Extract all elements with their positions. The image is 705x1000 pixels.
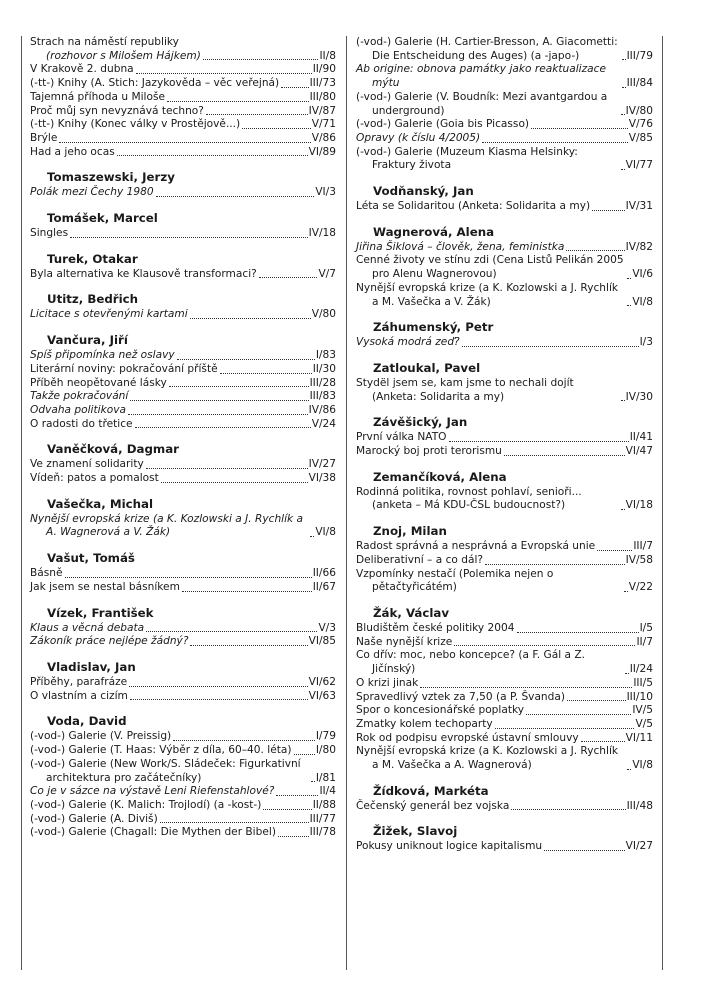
entry-title: Klaus a věcná debata bbox=[30, 621, 145, 634]
entry-page-ref: I/81 bbox=[315, 771, 336, 784]
index-entry bbox=[356, 254, 653, 281]
leader-dots bbox=[449, 441, 629, 442]
entry-title: Spor o koncesionářské poplatky bbox=[356, 704, 525, 717]
leader-dots bbox=[130, 699, 308, 700]
leader-dots bbox=[597, 550, 632, 551]
leader-dots bbox=[627, 769, 631, 770]
author-name: Vančura, Jiří bbox=[47, 333, 128, 348]
entry-title: Marocký boj proti terorismu bbox=[356, 445, 502, 458]
leader-dots bbox=[177, 359, 315, 360]
entry-title: Nynější evropská krize (a K. Kozlowski a J. Rychlík a M. Vašečka a A. Wagnerová) bbox=[356, 745, 619, 772]
leader-dots bbox=[190, 318, 311, 319]
entry-title: (-vod-) Galerie (A. Diviš) bbox=[30, 812, 158, 825]
entry-page-ref: VI/3 bbox=[315, 186, 336, 199]
index-entry bbox=[356, 377, 653, 404]
leader-dots bbox=[169, 386, 309, 387]
entry-page-ref: III/7 bbox=[633, 540, 653, 553]
entry-title: Rodinná politika, rovnost pohlaví, senioři... (anketa – Má KDU-ČSL budoucnost?) bbox=[356, 485, 582, 512]
entry-page-ref: II/24 bbox=[629, 663, 653, 676]
entry-page-ref: V/7 bbox=[318, 267, 336, 280]
entry-title: Pokusy uniknout logice kapitalismu bbox=[356, 840, 543, 853]
left-column-rule bbox=[21, 36, 22, 970]
entry-page-ref: VI/38 bbox=[308, 472, 336, 485]
index-entry bbox=[356, 718, 653, 732]
leader-dots bbox=[621, 509, 625, 510]
author-name: Vašut, Tomáš bbox=[47, 551, 135, 566]
entry-title: (-vod-) Galerie (H. Cartier-Bresson, A. Giacometti: Die Entscheidung des Auges) (a -japo-) bbox=[356, 36, 618, 62]
entry-title: Byla alternativa ke Klausově transformaci? bbox=[30, 267, 257, 280]
author-name: Žídková, Markéta bbox=[373, 783, 489, 798]
index-entry bbox=[30, 363, 336, 377]
entry-title: Bludištěm české politiky 2004 bbox=[356, 621, 515, 634]
index-entry bbox=[30, 676, 336, 690]
entry-page-ref: V/22 bbox=[628, 581, 653, 594]
leader-dots bbox=[482, 142, 628, 143]
entry-title: Nynější evropská krize (a K. Kozlowski a J. Rychlík a A. Wagnerová a V. Žák) bbox=[30, 512, 304, 539]
leader-dots bbox=[495, 728, 635, 729]
entry-page-ref: II/7 bbox=[636, 635, 653, 648]
index-entry bbox=[30, 308, 336, 322]
entry-title: (-vod-) Galerie (Muzeum Kiasma Helsinky: Fraktury života bbox=[356, 145, 578, 172]
author-name: Utitz, Bedřich bbox=[47, 292, 139, 307]
leader-dots bbox=[146, 468, 308, 469]
index-entry bbox=[30, 390, 336, 404]
leader-dots bbox=[130, 400, 308, 401]
entry-title: (-tt-) Knihy (Konec války v Prostějově...) bbox=[30, 118, 241, 131]
leader-dots bbox=[621, 114, 625, 115]
leader-dots bbox=[511, 809, 625, 810]
entry-page-ref: IV/58 bbox=[625, 553, 653, 566]
entry-title: (-vod-) Galerie (K. Malich: Trojlodí) (a -kost-) bbox=[30, 798, 262, 811]
index-entry bbox=[356, 486, 653, 513]
leader-dots bbox=[310, 536, 314, 537]
index-entry bbox=[356, 800, 653, 814]
leader-dots bbox=[420, 687, 632, 688]
index-entry bbox=[30, 36, 336, 50]
leader-dots bbox=[59, 142, 310, 143]
author-name: Tomášek, Marcel bbox=[47, 211, 158, 226]
author-name: Vaněčková, Dagmar bbox=[47, 442, 179, 457]
leader-dots bbox=[592, 210, 624, 211]
leader-dots bbox=[161, 482, 308, 483]
leader-dots bbox=[203, 59, 319, 60]
leader-dots bbox=[128, 414, 308, 415]
entry-title: Singles bbox=[30, 227, 69, 240]
author-name: Žák, Václav bbox=[373, 605, 450, 620]
entry-page-ref: V/71 bbox=[311, 118, 336, 131]
entry-title: Radost správná a nesprávná a Evropská unie bbox=[356, 540, 596, 553]
entry-title: Rok od podpisu evropské ústavní smlouvy bbox=[356, 731, 579, 744]
entry-title: Spíš připomínka než oslavy bbox=[30, 349, 175, 362]
entry-page-ref: III/28 bbox=[309, 376, 336, 389]
index-entry bbox=[356, 540, 653, 554]
right-column-rule bbox=[662, 36, 663, 970]
entry-title: Ve znamení solidarity bbox=[30, 458, 144, 471]
leader-dots bbox=[136, 73, 312, 74]
entry-page-ref: II/88 bbox=[312, 798, 336, 811]
leader-dots bbox=[117, 155, 308, 156]
entry-page-ref: VI/77 bbox=[625, 159, 653, 172]
left-index-column bbox=[30, 36, 336, 840]
entry-page-ref: II/90 bbox=[312, 63, 336, 76]
entry-page-ref: VI/8 bbox=[632, 759, 653, 772]
author-name: Vladislav, Jan bbox=[47, 659, 136, 674]
leader-dots bbox=[566, 250, 624, 251]
index-entry bbox=[356, 677, 653, 691]
entry-title: (-vod-) Galerie (Chagall: Die Mythen der Bibel) bbox=[30, 826, 276, 839]
author-name: Vodňanský, Jan bbox=[373, 184, 474, 199]
entry-page-ref: II/67 bbox=[312, 580, 336, 593]
index-entry bbox=[356, 336, 653, 350]
leader-dots bbox=[624, 591, 628, 592]
leader-dots bbox=[567, 700, 626, 701]
entry-title: První válka NATO bbox=[356, 431, 447, 444]
entry-title: Odvaha politikova bbox=[30, 403, 126, 416]
index-entry bbox=[356, 691, 653, 705]
index-entry bbox=[30, 404, 336, 418]
leader-dots bbox=[625, 673, 629, 674]
entry-page-ref: III/83 bbox=[309, 390, 336, 403]
entry-title: Stydël jsem se, kam jsme to nechali dojít (Anketa: Solidarita a my) bbox=[356, 376, 574, 403]
author-name: Vašečka, Michal bbox=[47, 496, 154, 511]
entry-page-ref: III/48 bbox=[626, 799, 653, 812]
index-entry bbox=[356, 118, 653, 132]
entry-page-ref: V/80 bbox=[311, 308, 336, 321]
leader-dots bbox=[504, 455, 625, 456]
index-entry bbox=[30, 118, 336, 132]
entry-title: V Krakově 2. dubna bbox=[30, 63, 134, 76]
leader-dots bbox=[278, 836, 309, 837]
entry-title: Básně bbox=[30, 567, 63, 580]
entry-title: Spravedlivý vztek za 7,50 (a P. Švanda) bbox=[356, 690, 565, 703]
entry-title: O krizi jinak bbox=[356, 676, 419, 689]
index-entry bbox=[356, 840, 653, 854]
entry-page-ref: VI/47 bbox=[625, 445, 653, 458]
leader-dots bbox=[242, 128, 311, 129]
index-entry bbox=[356, 636, 653, 650]
entry-page-ref: IV/82 bbox=[625, 240, 653, 253]
index-entry bbox=[356, 91, 653, 118]
index-entry bbox=[30, 813, 336, 827]
leader-dots bbox=[517, 632, 639, 633]
index-entry bbox=[356, 431, 653, 445]
leader-dots bbox=[160, 822, 309, 823]
entry-page-ref: VI/89 bbox=[308, 145, 336, 158]
leader-dots bbox=[220, 373, 312, 374]
leader-dots bbox=[65, 577, 312, 578]
index-entry bbox=[356, 146, 653, 173]
index-entry bbox=[356, 445, 653, 459]
entry-title: (-tt-) Knihy (A. Stich: Jazykověda – věc veřejná) bbox=[30, 77, 280, 90]
index-entry bbox=[30, 472, 336, 486]
index-entry bbox=[30, 132, 336, 146]
entry-page-ref: III/80 bbox=[309, 90, 336, 103]
entry-title: Zmatky kolem techoparty bbox=[356, 717, 493, 730]
index-entry bbox=[30, 690, 336, 704]
entry-title: Had a jeho ocas bbox=[30, 145, 115, 158]
entry-page-ref: I/80 bbox=[315, 744, 336, 757]
entry-page-ref: VI/11 bbox=[625, 731, 653, 744]
index-entry bbox=[30, 581, 336, 595]
entry-title: Příběh neopětované lásky bbox=[30, 376, 167, 389]
entry-page-ref: I/3 bbox=[639, 336, 653, 349]
entry-title: (-vod-) Galerie (T. Haas: Výběr z díla, 60–40. léta) bbox=[30, 744, 292, 757]
entry-page-ref: V/5 bbox=[635, 717, 653, 730]
index-entry bbox=[30, 458, 336, 472]
entry-page-ref: VI/8 bbox=[632, 295, 653, 308]
leader-dots bbox=[276, 795, 318, 796]
entry-title: Vysoká modrá zeď? bbox=[356, 336, 460, 349]
leader-dots bbox=[129, 686, 307, 687]
leader-dots bbox=[259, 277, 318, 278]
leader-dots bbox=[627, 278, 631, 279]
index-entry bbox=[30, 50, 336, 64]
index-entry bbox=[30, 77, 336, 91]
entry-page-ref: III/10 bbox=[626, 690, 653, 703]
index-entry bbox=[30, 377, 336, 391]
index-entry bbox=[30, 730, 336, 744]
entry-page-ref: IV/30 bbox=[625, 390, 653, 403]
entry-title: Vzpomínky nestačí (Polemika nejen o pětačtyřicátém) bbox=[356, 567, 554, 594]
entry-page-ref: IV/18 bbox=[308, 227, 336, 240]
index-entry bbox=[30, 105, 336, 119]
entry-page-ref: III/73 bbox=[309, 77, 336, 90]
entry-page-ref: V/24 bbox=[311, 417, 336, 430]
index-entry bbox=[356, 745, 653, 772]
entry-page-ref: IV/27 bbox=[308, 458, 336, 471]
index-entry bbox=[356, 63, 653, 90]
entry-page-ref: IV/87 bbox=[308, 104, 336, 117]
entry-title: Cenné životy ve stínu zdi (Cena Listů Pelikán 2005 pro Alenu Wagnerovou) bbox=[356, 254, 624, 281]
entry-page-ref: I/5 bbox=[639, 621, 653, 634]
index-entry bbox=[30, 268, 336, 282]
leader-dots bbox=[294, 754, 315, 755]
entry-title: O radosti do třetice bbox=[30, 417, 133, 430]
entry-title: (-vod-) Galerie (New Work/S. Sládeček: Figurkativní architektura pro začátečníky) bbox=[30, 757, 301, 784]
index-entry bbox=[30, 744, 336, 758]
author-name: Závěšický, Jan bbox=[373, 415, 468, 430]
leader-dots bbox=[581, 741, 625, 742]
entry-page-ref: V/86 bbox=[311, 131, 336, 144]
index-entry bbox=[30, 91, 336, 105]
leader-dots bbox=[156, 196, 315, 197]
entry-title: (-vod-) Galerie (V. Preissig) bbox=[30, 730, 172, 743]
index-entry bbox=[30, 758, 336, 785]
author-name: Tomaszewski, Jerzy bbox=[47, 170, 175, 185]
entry-page-ref: I/79 bbox=[315, 730, 336, 743]
entry-title: (-vod-) Galerie (Goia bis Picasso) bbox=[356, 118, 530, 131]
entry-page-ref: V/3 bbox=[318, 621, 336, 634]
entry-page-ref: I/83 bbox=[315, 349, 336, 362]
entry-page-ref: VI/85 bbox=[308, 635, 336, 648]
leader-dots bbox=[627, 305, 631, 306]
entry-page-ref: III/84 bbox=[626, 77, 653, 90]
leader-dots bbox=[190, 645, 307, 646]
entry-title: Takže pokračování bbox=[30, 390, 129, 403]
index-entry bbox=[30, 826, 336, 840]
leader-dots bbox=[146, 631, 317, 632]
entry-page-ref: VI/62 bbox=[308, 675, 336, 688]
index-entry bbox=[30, 349, 336, 363]
entry-page-ref: II/41 bbox=[629, 431, 653, 444]
entry-page-ref: III/79 bbox=[626, 49, 653, 62]
entry-page-ref: IV/80 bbox=[625, 104, 653, 117]
leader-dots bbox=[263, 809, 311, 810]
leader-dots bbox=[182, 591, 312, 592]
entry-title: Opravy (k číslu 4/2005) bbox=[356, 131, 481, 144]
entry-title: Deliberativní – a co dál? bbox=[356, 553, 484, 566]
entry-page-ref: IV/5 bbox=[632, 704, 653, 717]
index-entry bbox=[356, 200, 653, 214]
leader-dots bbox=[281, 87, 308, 88]
index-entry bbox=[30, 799, 336, 813]
leader-dots bbox=[454, 645, 635, 646]
index-entry bbox=[30, 63, 336, 77]
entry-page-ref: III/77 bbox=[309, 812, 336, 825]
index-entry bbox=[356, 732, 653, 746]
index-entry bbox=[30, 418, 336, 432]
index-entry bbox=[30, 186, 336, 200]
entry-page-ref: II/30 bbox=[312, 362, 336, 375]
entry-title: Brýle bbox=[30, 131, 58, 144]
entry-title: Ab origine: obnova památky jako reaktualizace mýtu bbox=[356, 63, 606, 90]
entry-title: Literární noviny: pokračování příště bbox=[30, 362, 218, 375]
entry-title: Tajemná příhoda u Miloše bbox=[30, 90, 165, 103]
entry-title: Zákoník práce nejlépe žádný? bbox=[30, 635, 189, 648]
entry-page-ref: IV/86 bbox=[308, 403, 336, 416]
leader-dots bbox=[526, 714, 631, 715]
entry-title: Jak jsem se nestal básníkem bbox=[30, 580, 180, 593]
index-entry bbox=[356, 241, 653, 255]
index-entry bbox=[356, 132, 653, 146]
entry-page-ref: III/5 bbox=[633, 676, 653, 689]
entry-page-ref: V/76 bbox=[628, 118, 653, 131]
entry-page-ref: VI/6 bbox=[632, 268, 653, 281]
leader-dots bbox=[167, 101, 309, 102]
author-name: Záhumenský, Petr bbox=[373, 320, 494, 335]
entry-title: Co dřív: moc, nebo koncepce? (a F. Gál a Z. Jičínský) bbox=[356, 649, 586, 676]
author-name: Turek, Otakar bbox=[47, 251, 138, 266]
index-entry bbox=[356, 36, 653, 63]
index-entry bbox=[30, 567, 336, 581]
entry-title: O vlastním a cizím bbox=[30, 689, 128, 702]
leader-dots bbox=[206, 114, 308, 115]
leader-dots bbox=[531, 128, 628, 129]
index-entry bbox=[356, 649, 653, 676]
entry-page-ref: VI/63 bbox=[308, 689, 336, 702]
index-entry bbox=[356, 554, 653, 568]
leader-dots bbox=[621, 400, 625, 401]
author-name: Zemančíková, Alena bbox=[373, 469, 507, 484]
leader-dots bbox=[622, 59, 626, 60]
index-entry bbox=[356, 622, 653, 636]
entry-title: Polák mezi Čechy 1980 bbox=[30, 186, 154, 199]
author-name: Vízek, František bbox=[47, 605, 154, 620]
index-entry bbox=[30, 635, 336, 649]
author-name: Znoj, Milan bbox=[373, 524, 447, 539]
index-entry bbox=[356, 568, 653, 595]
entry-title: Jiřina Šiklová – člověk, žena, feministka bbox=[356, 240, 565, 253]
entry-page-ref: III/78 bbox=[309, 826, 336, 839]
entry-page-ref: VI/27 bbox=[625, 840, 653, 853]
entry-title: Naše nynější krize bbox=[356, 635, 453, 648]
entry-page-ref: II/4 bbox=[319, 785, 336, 798]
leader-dots bbox=[485, 564, 625, 565]
entry-title: Nynější evropská krize (a K. Kozlowski a J. Rychlík a M. Vašečka a V. Žák) bbox=[356, 281, 619, 308]
entry-title: (-vod-) Galerie (V. Boudník: Mezi avantgardou a underground) bbox=[356, 90, 608, 117]
index-entry bbox=[356, 704, 653, 718]
entry-title: Léta se Solidaritou (Anketa: Solidarita a my) bbox=[356, 200, 591, 213]
leader-dots bbox=[622, 87, 626, 88]
author-name: Žižek, Slavoj bbox=[373, 824, 458, 839]
entry-page-ref: V/85 bbox=[628, 131, 653, 144]
entry-title: Licitace s otevřenými kartami bbox=[30, 308, 188, 321]
index-entry bbox=[356, 282, 653, 309]
entry-title: Čečenský generál bez vojska bbox=[356, 799, 510, 812]
author-name: Wagnerová, Alena bbox=[373, 224, 495, 239]
leader-dots bbox=[311, 781, 315, 782]
entry-title: Strach na náměstí republiky bbox=[30, 36, 179, 48]
entry-page-ref: VI/8 bbox=[315, 526, 336, 539]
entry-page-ref: VI/18 bbox=[625, 499, 653, 512]
entry-title: Proč můj syn nevyznává techno? bbox=[30, 104, 204, 117]
leader-dots bbox=[135, 427, 311, 428]
leader-dots bbox=[621, 169, 625, 170]
entry-page-ref: IV/31 bbox=[625, 200, 653, 213]
leader-dots bbox=[173, 740, 315, 741]
entry-title: Co je v sázce na výstavě Leni Riefenstahlové? bbox=[30, 785, 275, 798]
entry-title: Vídeň: patos a pomalost bbox=[30, 472, 159, 485]
index-entry bbox=[30, 513, 336, 540]
entry-title: (rozhovor s Milošem Hájkem) bbox=[46, 49, 201, 62]
entry-title: Příběhy, parafráze bbox=[30, 675, 128, 688]
author-name: Zatloukal, Pavel bbox=[373, 360, 481, 375]
right-index-column bbox=[356, 36, 653, 854]
entry-page-ref: II/8 bbox=[319, 49, 336, 62]
leader-dots bbox=[70, 237, 307, 238]
leader-dots bbox=[462, 346, 639, 347]
entry-page-ref: II/66 bbox=[312, 567, 336, 580]
index-entry bbox=[30, 146, 336, 160]
author-name: Voda, David bbox=[47, 714, 127, 729]
center-column-rule bbox=[346, 36, 347, 970]
index-entry bbox=[30, 785, 336, 799]
leader-dots bbox=[544, 850, 624, 851]
index-entry bbox=[30, 622, 336, 636]
index-entry bbox=[30, 227, 336, 241]
